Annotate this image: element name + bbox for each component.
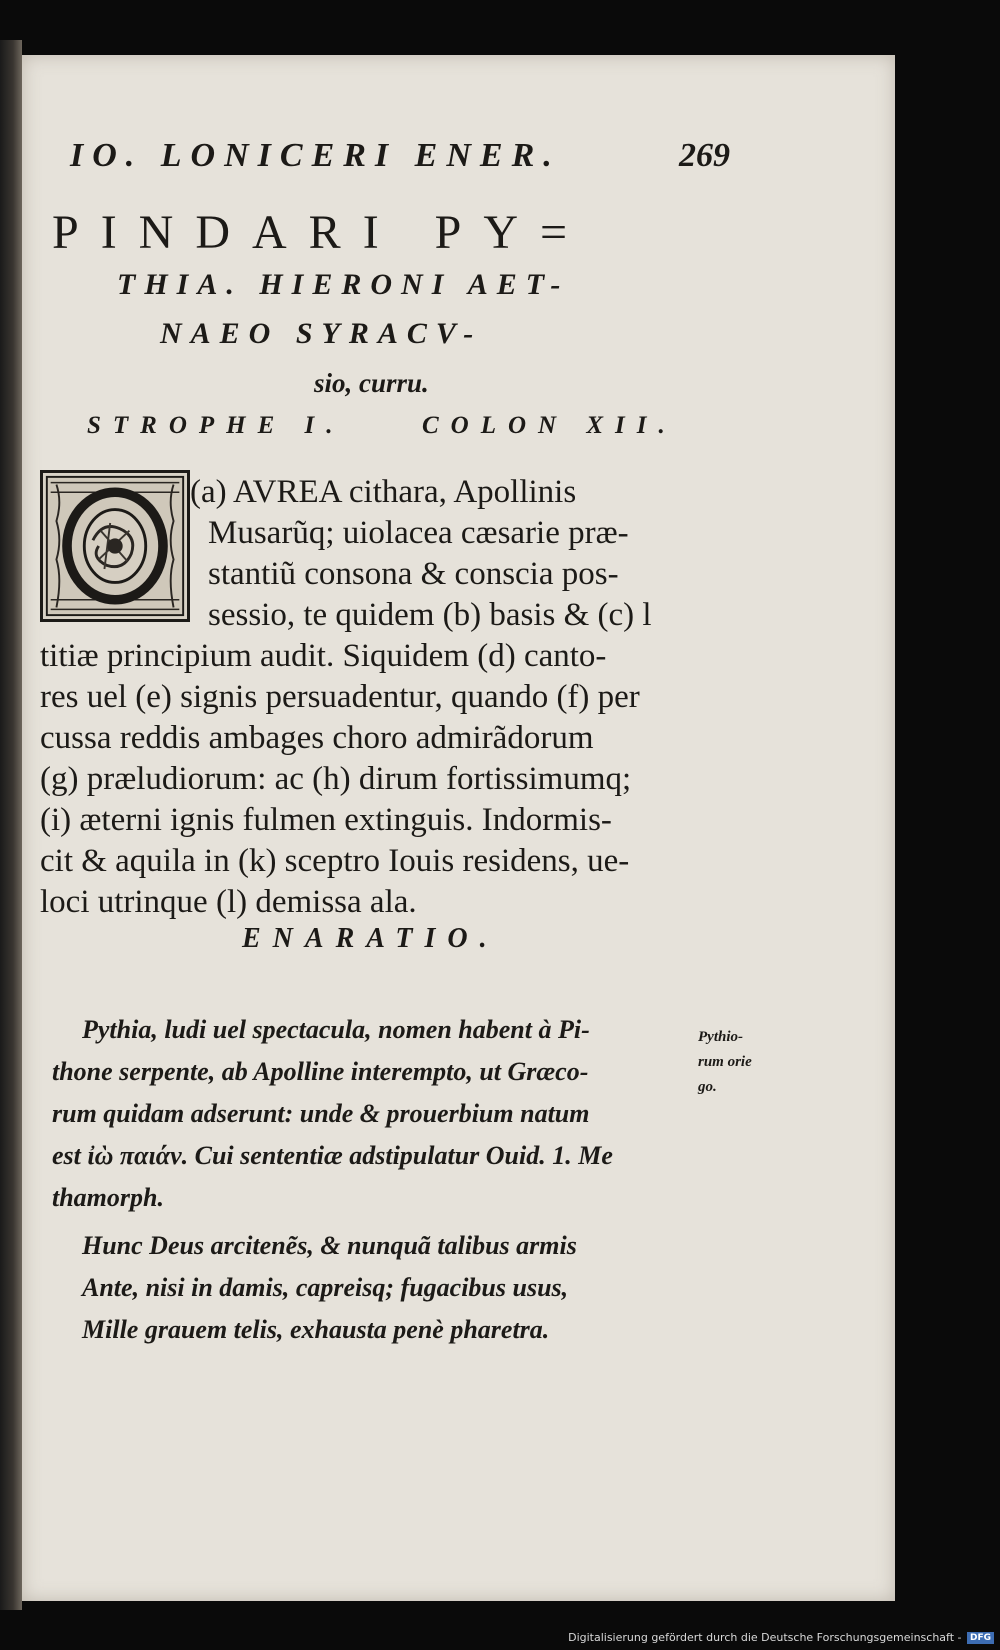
quote-line: Mille grauem telis, exhausta penè pharetra. [82,1315,550,1344]
running-head-text: IO. LONICERI ENER. [70,137,561,174]
strophe-label: STROPHE I. [87,412,345,439]
marginal-note-line: go. [698,1079,717,1095]
digitization-credit [568,1631,994,1644]
title-line-3: NAEO SYRACV- [160,317,483,350]
title-line-4: sio, curru. [314,368,429,398]
running-head [70,137,730,175]
credit-text: Digitalisierung gefördert durch die Deutsche Forschungsgemeinschaft - [568,1631,962,1644]
verse-line: cussa reddis ambages choro admirãdorum [40,720,594,756]
commentary-line: thamorph. [52,1183,164,1212]
title-line-1: PINDARI PY= [52,206,590,259]
section-heading: ENARATIO. [242,923,499,954]
strophe-header [87,412,687,440]
verse-line: res uel (e) signis persuadentur, quando (f) per [40,679,640,715]
verse-line: titiæ principium audit. Siquidem (d) canto- [40,638,607,674]
book-page [22,55,895,1601]
page-number: 269 [679,137,730,174]
commentary-line: thone serpente, ab Apolline interempto, ut Græco- [52,1057,589,1086]
marginal-note-line: rum orie [698,1054,752,1070]
quote-line: Ante, nisi in damis, capreisq; fugacibus usus, [82,1273,569,1302]
commentary-line: est ἰὼ παιάν. Cui sententiæ adstipulatur Ouid. 1. Me [52,1141,613,1170]
verse-line: loci utrinque (l) demissa ala. [40,884,417,920]
verse-line: stantiũ consona & conscia pos- [208,556,619,592]
verse-line: sessio, te quidem (b) basis & (c) l [208,597,652,633]
ornament-icon [43,473,187,619]
quote-line: Hunc Deus arcitenẽs, & nunquã talibus armis [82,1231,577,1260]
verse-line: (i) æterni ignis fulmen extinguis. Indormis- [40,802,612,838]
colon-label: COLON XII. [422,412,677,439]
verse-line: cit & aquila in (k) sceptro Iouis residens, ue- [40,843,630,879]
verse-line: (a) AVREA cithara, Apollinis [190,474,577,510]
verse-line: (g) præludiorum: ac (h) dirum fortissimumq; [40,761,632,797]
commentary-line: Pythia, ludi uel spectacula, nomen habent à Pi- [82,1015,590,1044]
book-spine-edge [0,40,22,1610]
verse-line: Musarũq; uiolacea cæsarie præ- [208,515,629,551]
commentary-line: rum quidam adserunt: unde & prouerbium natum [52,1099,590,1128]
decorated-initial-o [40,470,190,622]
marginal-note-line: Pythio- [698,1029,743,1045]
title-line-2: THIA. HIERONI AET- [117,268,570,301]
dfg-logo: DFG [967,1632,994,1644]
